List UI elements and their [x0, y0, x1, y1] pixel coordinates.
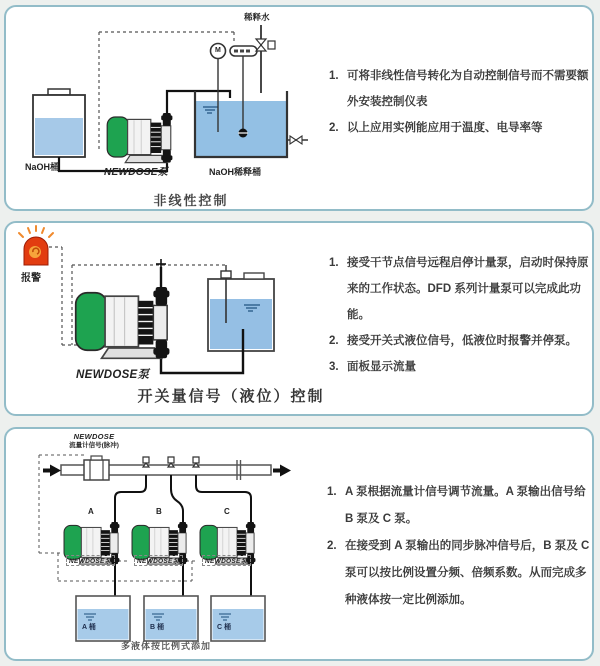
note-text: A 泵根据流量计信号调节流量。A 泵输出信号给 B 泵及 C 泵。	[345, 486, 586, 525]
note-number: 1.	[327, 486, 337, 498]
flowmeter-title: NEWDOSE	[73, 432, 115, 441]
tank-b-label: B 桶	[150, 624, 164, 631]
dilution-water-line	[256, 25, 275, 93]
panel2-notes	[329, 250, 593, 380]
main-pipe	[43, 456, 291, 480]
note-item	[329, 328, 593, 354]
panel-level-control	[4, 221, 594, 416]
note-number: 2.	[329, 122, 339, 134]
note-number: 2.	[327, 540, 337, 552]
note-text: 以上应用实例能应用于温度、电导率等	[347, 122, 543, 134]
pump-label: NEWDOSE泵	[76, 369, 150, 381]
flow-arrow-in-icon	[43, 465, 61, 477]
chemical-tanks	[76, 596, 265, 641]
note-text: 接受干节点信号远程启停计量泵，启动时保持原来的工作状态。DFD 系列计量泵可以完成此功能。	[347, 257, 589, 321]
note-text: 可将非线性信号转化为自动控制信号而不需要额外安装控制仪表	[347, 70, 589, 108]
pump-a-label: NEWDOSE泵	[66, 555, 115, 566]
tank-c-label: C 桶	[217, 624, 231, 631]
pump-b-label: NEWDOSE泵	[134, 555, 183, 566]
panel-nonlinear-control	[4, 5, 594, 211]
dilution-tank-drawing	[195, 91, 287, 157]
motor-letter: M	[215, 47, 221, 54]
dosing-pump-icon	[76, 287, 170, 358]
pump-a-id: A	[88, 507, 94, 516]
note-number: 2.	[329, 335, 339, 347]
flowmeter-callout	[58, 432, 130, 450]
pump-label: NEWDOSE泵	[104, 167, 169, 178]
note-item	[327, 479, 593, 533]
note-item	[327, 533, 593, 614]
panel2-caption: 开关量信号（液位）控制	[137, 389, 325, 405]
alarm-label: 报警	[21, 273, 41, 284]
pump-b-id: B	[156, 507, 162, 516]
naoh-tank-label: NaOH桶	[25, 162, 60, 172]
note-item	[329, 63, 589, 115]
alarm-beacon-icon	[19, 226, 53, 265]
pump-c-id: C	[224, 507, 230, 516]
note-text: 接受开关式液位信号，低液位时报警并停泵。	[347, 335, 577, 347]
injection-cross-icon	[156, 259, 166, 269]
dilution-tank-label: NaOH稀释桶	[209, 167, 262, 177]
note-item	[329, 250, 593, 328]
note-number: 3.	[329, 361, 339, 373]
pump-c-label: NEWDOSE泵	[202, 555, 251, 566]
note-item	[329, 354, 593, 380]
dilution-water-label: 稀释水	[244, 12, 270, 22]
outlet-line	[287, 136, 308, 144]
flowmeter-subtitle: 流量计信号(脉冲)	[69, 442, 119, 449]
panel1-notes	[329, 63, 589, 141]
flow-arrow-out-icon	[273, 465, 291, 477]
note-number: 1.	[329, 70, 339, 82]
panel3-notes	[327, 479, 593, 614]
outlet-valve-icon	[290, 136, 302, 144]
dosing-pump-icon	[107, 113, 172, 163]
level-sensor-icon	[221, 271, 231, 278]
inlet-valve-icon	[256, 39, 266, 51]
note-text: 面板显示流量	[347, 361, 416, 373]
naoh-tank-drawing	[33, 89, 85, 157]
panel-proportional-dosing	[4, 427, 594, 661]
level-tank-drawing	[208, 265, 274, 351]
tank-a-label: A 桶	[82, 624, 96, 631]
note-item	[329, 115, 589, 141]
note-number: 1.	[329, 257, 339, 269]
panel3-caption: 多液体按比例式添加	[120, 641, 211, 651]
flowmeter-icon	[84, 460, 109, 480]
note-text: 在接受到 A 泵输出的同步脉冲信号后，B 泵及 C 泵可以按比例设置分频、倍频系数。从而完成多种液体按一定比例添加。	[345, 540, 590, 606]
panel1-caption: 非线性控制	[153, 193, 229, 208]
